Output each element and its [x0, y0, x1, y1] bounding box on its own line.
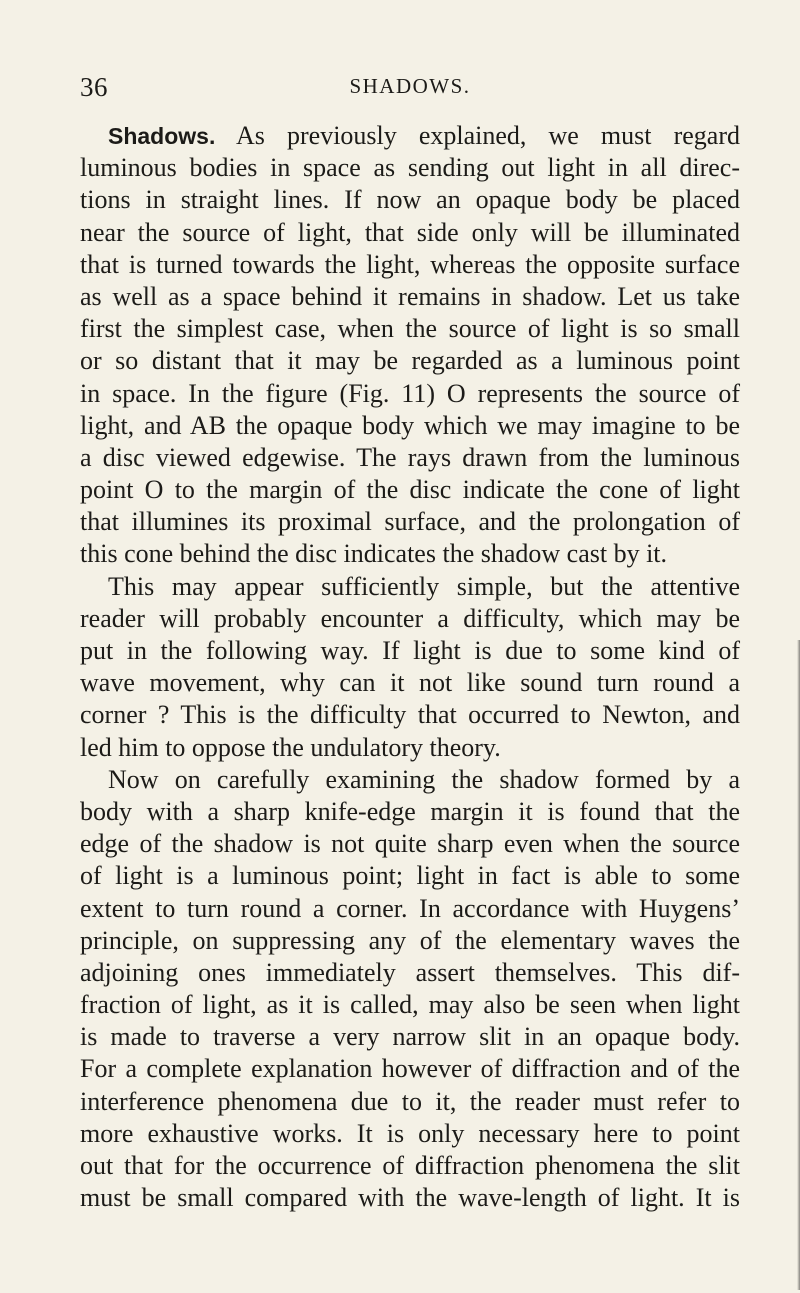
text-line: Now on carefully examining the shadow formed by a	[108, 764, 740, 794]
text-line: that illumines its proximal surface, and the prolongation of	[80, 507, 740, 537]
text-line: adjoining ones immediately assert themselves. This dif-	[80, 957, 740, 987]
text-line: in space. In the figure (Fig. 11) O represents the source of	[80, 378, 740, 408]
text-line: This may appear sufficiently simple, but the attentive	[108, 571, 740, 601]
text-line: point O to the margin of the disc indicate the cone of light	[80, 475, 740, 505]
text-line: principle, on suppressing any of the elementary waves the	[80, 925, 740, 955]
text-line: of light is a luminous point; light in fact is able to some	[80, 861, 740, 891]
text-line: light, and AB the opaque body which we may imagine to be	[80, 410, 740, 440]
running-head-title: SHADOWS.	[349, 74, 471, 98]
text-line: luminous bodies in space as sending out light in all direc-	[80, 153, 740, 183]
page-number: 36	[80, 72, 108, 102]
text-line: is made to traverse a very narrow slit in an opaque body.	[80, 1022, 740, 1052]
text-line: reader will probably encounter a difficulty, which may be	[80, 603, 740, 633]
text-line: tions in straight lines. If now an opaque body be placed	[80, 185, 740, 215]
text-line: or so distant that it may be regarded as a luminous point	[80, 346, 740, 376]
text-line: corner ? This is the difficulty that occurred to Newton, and	[80, 700, 740, 730]
text-line: put in the following way. If light is due to some kind of	[80, 636, 740, 665]
text-line: led him to oppose the undulatory theory.	[80, 732, 501, 762]
text-line	[80, 120, 740, 152]
text-line: fraction of light, as it is called, may also be seen when light	[80, 990, 740, 1020]
text-line: body with a sharp knife-edge margin it is found that the	[80, 796, 740, 826]
text-line: edge of the shadow is not quite sharp even when the source	[80, 829, 740, 859]
text-line: extent to turn round a corner. In accordance with Huygens’	[80, 893, 740, 923]
text-line: more exhaustive works. It is only necessary here to point	[80, 1118, 740, 1148]
section-heading: Shadows.	[108, 123, 216, 149]
text-line: a disc viewed edgewise. The rays drawn from the luminous	[80, 442, 740, 472]
text-line: interference phenomena due to it, the reader must refer to	[80, 1086, 740, 1116]
text-line: wave movement, why can it not like sound turn round a	[80, 668, 740, 698]
body-text	[80, 120, 740, 1214]
text-line: that is turned towards the light, whereas the opposite surface	[80, 249, 740, 279]
text-line: must be small compared with the wave-length of light. It is	[80, 1183, 740, 1213]
text-line: as well as a space behind it remains in shadow. Let us take	[80, 281, 740, 311]
text-line: out that for the occurrence of diffraction phenomena the slit	[80, 1151, 740, 1180]
running-head	[80, 72, 740, 106]
text-line-fragment: As previously explained, we must regard	[215, 121, 740, 150]
text-line: near the source of light, that side only will be illuminated	[80, 217, 740, 247]
text-line: this cone behind the disc indicates the shadow cast by it.	[80, 539, 668, 569]
text-line: first the simplest case, when the source of light is so small	[80, 314, 740, 344]
text-line: For a complete explanation however of diffraction and of the	[80, 1054, 740, 1084]
